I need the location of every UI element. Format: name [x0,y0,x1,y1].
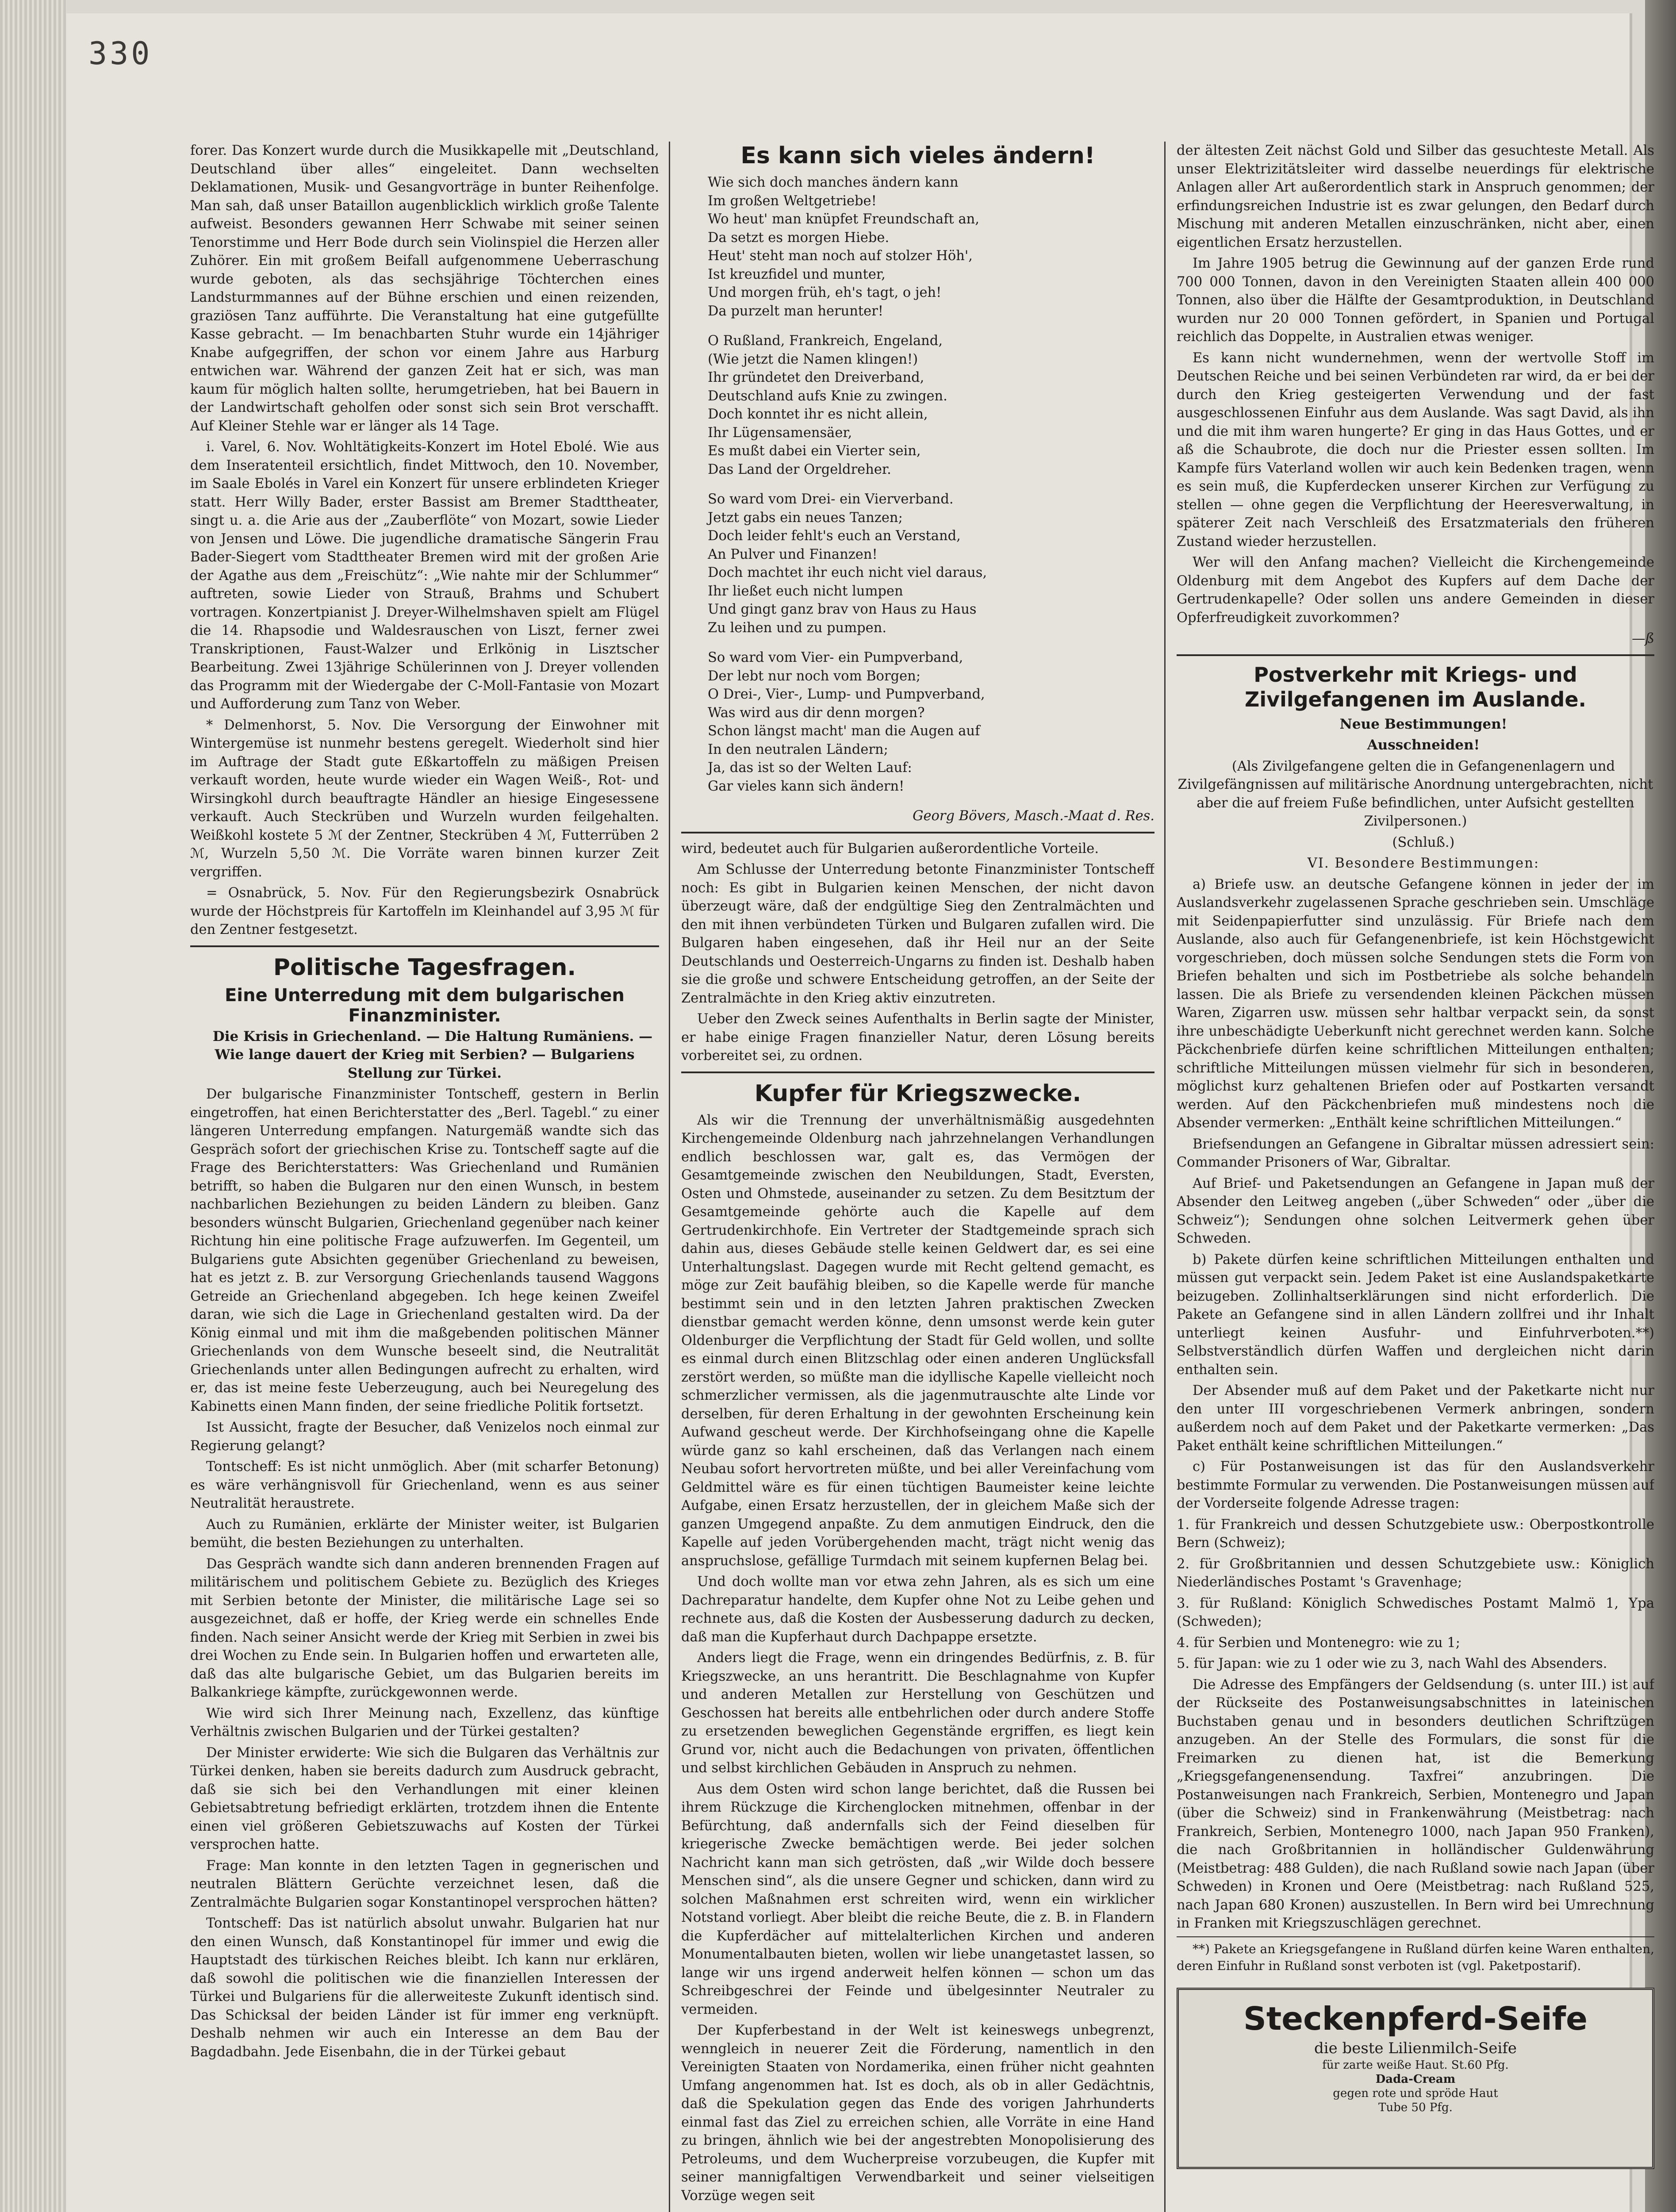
article-paragraph: Die Adresse des Empfängers der Geldsendung (s. unter III.) ist auf der Rückseite des Postanweisungsabschnittes in lateinischen Buchstaben genau und in besonders deutlichen Schriftzügen anzugeben. An der Stelle des Formulars, die sonst für die Freimarken zu dienen hat, ist die Bemerkung „Kriegsgefangenensendung. Taxfrei“ anzubringen. Die Postanweisungen nach Frankreich, Serbien, Montenegro und Japan (über die Schweiz) sind in Frankenwährung (Meistbetrag: nach Frankreich, Serbien, Montenegro 1000, nach Japan 950 Franken), die nach Großbritannien in holländischer Guldenwährung (Meistbetrag: 488 Gulden), die nach Rußland sowie nach Japan (über Schweden) in Kronen und Oere (Meistbetrag: nach Rußland 525, nach Japan 680 Kronen) auszustellen. In Bern wird bei Umrechnung in Franken mit Kriegszuschlägen gerechnet. [1177,1677,1654,1931]
article-paragraph: Ueber den Zweck seines Aufenthalts in Berlin sagte der Minister, er habe einige Fragen finanzieller Natur, deren Lösung bereits vorbereitet sei, zu ordnen. [681,1011,1154,1064]
article-paragraph: a) Briefe usw. an deutsche Gefangene können in jeder der im Auslandsverkehr zugelassenen Sprache geschrieben sein. Umschläge mit Seidenpapierfutter sind unzulässig. Für Briefe nach dem Auslande, also auch für Gefangenenbriefe, ist kein Höchstgewicht vorgeschrieben, doch müssen solche Sendungen stets die Form von Briefen behalten und sich im Postbetriebe als solche behandeln lassen. Die als Briefe zu versendenden kleinen Päckchen müssen Waren, Zigarren usw. müssen sehr haltbar verpackt sein, da sonst ihre unbeschädigte Ueberkunft nicht gerechnet werden kann. Solche Päckchenbriefe dürfen keine schriftlichen Mitteilungen enthalten; schriftliche Mitteilungen müssen vielmehr für sich in besonderen, möglichst kurz gehaltenen Briefen oder auf Postkarten versandt werden. Auf den Päckchenbriefen muß mindestens noch die Absender vermerken: „Enthält keine schriftlichen Mitteilungen.“ [1177,876,1654,1131]
article-paragraph: Tontscheff: Das ist natürlich absolut unwahr. Bulgarien hat nur den einen Wunsch, daß Konstantinopel für immer und ewig die Hauptstadt des türkischen Reiches bleibt. Ich kann nur erklären, daß sowohl die politischen wie die finanziellen Interessen der Türkei und Bulgariens für die allerweiteste Zukunft identisch sind. Das Schicksal der beiden Länder ist für immer eng verknüpft. Deshalb nehmen wir auch ein Interesse an dem Bau der Bagdadbahn. Jede Eisenbahn, die in der Türkei gebaut [190,1916,659,2060]
poem-line: Wo heut' man knüpfet Freundschaft an, [708,211,979,227]
article-paragraph: Am Schlusse der Unterredung betonte Finanzminister Tontscheff noch: Es gibt in Bulgarien keinen Menschen, der nicht davon überzeugt wäre, daß der endgültige Sieg den Zentralmächten und den mit ihnen verbündeten Türken und Bulgaren zufallen wird. Die Bulgaren haben eingesehen, daß ihr Heil nur an der Seite Deutschlands und Oesterreich-Ungarns zu finden ist. Deshalb haben sie die große und schwere Entscheidung getroffen, an der Seite der Zentralmächte in den Krieg aktiv einzutreten. [681,862,1154,1006]
divider [190,945,659,947]
poem-line: Heut' steht man noch auf stolzer Höh', [708,248,973,264]
poem-line: O Rußland, Frankreich, Engeland, [708,333,943,349]
article-paragraph: Das Gespräch wandte sich dann anderen brennenden Fragen auf militärischem und politischem Gebiete zu. Bezüglich des Krieges mit Serbien betonte der Minister, die militärische Lage sei so ausgezeichnet, daß er hoffe, der Krieg werde ein schnelles Ende finden. Nach seiner Ansicht werde der Krieg mit Serbien in zwei bis drei Wochen zu Ende sein. In Bulgarien hoffen und erwarteten alle, daß das alte bulgarische Gebiet, um das Bulgarien bereits im Balkankriege kämpfte, zurückgewonnen werde. [190,1556,659,1700]
article-paragraph: Wie wird sich Ihrer Meinung nach, Exzellenz, das künftige Verhältnis zwischen Bulgarien und der Türkei gestalten? [190,1705,659,1740]
poem-line: Der lebt nur noch vom Borgen; [708,668,921,684]
article-paragraph: = Osnabrück, 5. Nov. Für den Regierungsbezirk Osnabrück wurde der Höchstpreis für Kartoffeln im Kleinhandel auf 3,95 ℳ für den Zentner festgesetzt. [190,885,659,937]
list-item: 5. für Japan: wie zu 1 oder wie zu 3, nach Wahl des Absenders. [1177,1656,1607,1671]
poem-line: Da setzt es morgen Hiebe. [708,230,890,246]
article-paragraph: Auf Brief- und Paketsendungen an Gefangene in Japan muß der Absender den Leitweg angeben („über Schweden“ oder „über die Schweiz“); Sendungen ohne solchen Leitvermerk gehen über Schweden. [1177,1175,1654,1246]
article-paragraph: Frage: Man konnte in den letzten Tagen in gegnerischen und neutralen Blättern Gerüchte verzeichnet lesen, daß die Zentralmächte Bulgarien sogar Konstantinopel versprochen hätten? [190,1858,659,1910]
poem-line: Gar vieles kann sich ändern! [708,778,905,794]
poem-line: Da purzelt man herunter! [708,303,884,319]
poem-line: Schon längst macht' man die Augen auf [708,723,980,739]
poem-stanza [708,649,1154,795]
ad-tagline: die beste Lilienmilch-Seife [1314,2039,1517,2057]
poem-line: O Drei-, Vier-, Lump- und Pumpverband, [708,687,985,702]
list-item: 4. für Serbien und Montenegro: wie zu 1; [1177,1635,1461,1651]
poem-line: Und gingt ganz brav von Haus zu Haus [708,602,977,617]
article-paragraph: Als wir die Trennung der unverhältnismäßig ausgedehnten Kirchengemeinde Oldenburg nach jahrzehnelangen Verhandlungen endlich beschlossen war, galt es, das Vermögen der Gesamtgemeinde zwischen den Neubildungen, Stadt, Eversten, Osten und Ohmstede, auseinander zu setzen. Zu dem Besitztum der Gesamtgemeinde gehörte auch die Kapelle auf dem Gertrudenkirchhofe. Ein Vertreter der Stadtgemeinde sprach sich dahin aus, dieses Gebäude stelle keinen Geldwert dar, es sei eine Unterhaltungslast. Dagegen wurde mit Recht geltend gemacht, es möge zur Zeit baufähig bleiben, so die Kapelle werde für manche bestimmt sein und in den letzten Jahren praktischen Zwecken dienstbar gemacht werden könne, denn umsonst werde kein guter Oldenburger die Verpflichtung der Stadt für Geld wollen, und sollte es einmal durch einen Blitzschlag oder einen anderen Unglücksfall zerstört werden, so müßte man die idyllische Kapelle vielleicht noch schmerzlicher vermissen, als die jagenmutrauschte alte Linde vor derselben, für deren Erhaltung in der gewohnten Erscheinung kein Aufwand gescheut werde. Der Kirchhofseingang ohne die Kapelle würde ganz so kahl erscheinen, daß das Verlangen nach einem Neubau sofort hervortreten müßte, und bei aller Vereinfachung vom Geldmittel wäre es für einen tüchtigen Baumeister keine leichte Aufgabe, einen Ersatz herzustellen, der in gleichem Maße sich der ganzen Umgegend anpaßte. Zu dem anmutigen Eindruck, den die Kapelle auf jeden Vorübergehenden macht, trägt nicht wenig das anspruchslose, gefällige Turmdach mit seinem kupfernen Belag bei. [681,1112,1154,1569]
poem-line: Und morgen früh, eh's tagt, o jeh! [708,285,942,300]
article-paragraph: Der Absender muß auf dem Paket und der Paketkarte nicht nur den unter III vorgeschriebenen Vermerk anbringen, sondern außerdem noch auf dem Paket und der Paketkarte vermerken: „Das Paket enthält keine schriftlichen Mitteilungen.“ [1177,1383,1654,1454]
poem-title: Es kann sich vieles ändern! [740,142,1095,169]
poem-line: Im großen Weltgetriebe! [708,193,877,209]
article-paragraph: b) Pakete dürfen keine schriftlichen Mitteilungen enthalten und müssen gut verpackt sein. Jedem Paket ist eine Auslandspaketkarte beizugeben. Zollinhaltserklärungen sind nicht erforderlich. Die Pakete an Gefangene sind in allen Ländern zollfrei und ihr Inhalt unterliegt keinen Ausfuhr- und Einfuhrverboten.**) Selbstverständlich dürfen Waffen und dergleichen nicht darin enthalten sein. [1177,1252,1654,1378]
article-title: Kupfer für Kriegszwecke. [754,1080,1082,1107]
article-paragraph: Briefsendungen an Gefangene in Gibraltar müssen adressiert sein: Commander Prisoners of War, Gibraltar. [1177,1136,1654,1170]
article-intro: (Als Zivilgefangene gelten die in Gefangenenlagern und Zivilgefängnissen auf militärische Anordnung untergebrachten, nicht aber die auf freiem Fuße befindlichen, unter Aufsicht gestellten Zivilpersonen.) [1177,758,1653,829]
poem-line: Ihr Lügensamensäer, [708,425,852,441]
poem-line: In den neutralen Ländern; [708,741,888,757]
list-item: 3. für Rußland: Königlich Schwedisches Postamt Malmö 1, Ypa (Schweden); [1177,1595,1654,1629]
poem-line: Ja, das ist so der Welten Lauf: [708,760,912,776]
divider [681,1071,1154,1073]
poem-signature: Georg Bövers, Masch.-Maat d. Res. [913,808,1154,824]
section-heading: Politische Tagesfragen. [273,954,576,981]
ad-text: Dada-Cream [1375,2072,1456,2086]
divider [1177,654,1654,656]
article-kicker: Ausschneiden! [1367,737,1480,753]
poem-line: Deutschland aufs Knie zu zwingen. [708,388,947,404]
poem-line: Doch machtet ihr euch nicht viel daraus, [708,565,987,580]
article-kicker: Neue Bestimmungen! [1339,716,1507,732]
ad-text: Tube 50 Pfg. [1378,2101,1453,2114]
article-paragraph: Der bulgarische Finanzminister Tontscheff, gestern in Berlin eingetroffen, hat einen Berichterstatter des „Berl. Tagebl.“ zu einer längeren Unterredung empfangen. Naturgemäß wandte sich das Gespräch sofort der griechischen Krise zu. Tontscheff sagte auf die Frage des Berichterstatters: Was Griechenland und Rumänien betrifft, so haben die Bulgaren nur den einen Wunsch, in bestem nachbarlichen Beziehungen zu beiden Ländern zu bleiben. Ganz besonders wünscht Bulgarien, Griechenland gegenüber nach keiner Richtung hin eine politische Frage aufzuwerfen. Im Gegenteil, um Bulgariens gute Absichten gegenüber Griechenland zu beweisen, hat es jetzt z. B. zur Versorgung Griechenlands tausend Waggons Getreide an Griechenland abgegeben. Ich hege keinen Zweifel daran, wie sich die Lage in Griechenland gestalten wird. Da der König einmal und mit ihm die maßgebenden politischen Männer Griechenlands von dem Wunsche beseelt sind, die Neutralität Griechenlands unter allen Bedingungen aufrecht zu erhalten, wird er, das ist meine feste Ueberzeugung, auch bei Neuregelung des Kabinetts einen Mann finden, der seine friedliche Politik fortsetzt. [190,1087,659,1414]
poem-line: Zu leihen und zu pumpen. [708,620,887,636]
article-paragraph: c) Für Postanweisungen ist das für den Auslandsverkehr bestimmte Formular zu verwenden. Die Postanweisungen müssen auf der Vorderseite folgende Adresse tragen: [1177,1459,1654,1511]
article-title: Eine Unterredung mit dem bulgarischen Finanzminister. [225,985,625,1026]
advertisement [1177,1988,1654,2169]
poem-line: Ihr gründetet den Dreiverband, [708,370,924,385]
column-left [190,142,659,2212]
poem-line: An Pulver und Finanzen! [708,546,878,562]
continued-note: (Schluß.) [1392,834,1455,850]
poem-stanza [708,332,1154,479]
article-title: Postverkehr mit Kriegs- und Zivilgefangenen im Auslande. [1244,662,1586,711]
article-paragraph: Ist Aussicht, fragte der Besucher, daß Venizelos noch einmal zur Regierung gelangt? [190,1420,659,1454]
poem [681,173,1154,795]
ad-text: gegen rote und spröde Haut [1333,2086,1498,2100]
column-rule [669,142,670,2212]
article-paragraph: Der Minister erwiderte: Wie sich die Bulgaren das Verhältnis zur Türkei denken, haben sie bereits dadurch zum Ausdruck gebracht, daß sie sich bei den Verhandlungen mit einer kleinen Gebietsabtretung befriedigt erklärten, trotzdem ihnen die Entente einen viel größeren Gebietszuwachs auf Kosten der Türkei versprochen hatte. [190,1745,659,1852]
article-paragraph: Aus dem Osten wird schon lange berichtet, daß die Russen bei ihrem Rückzuge die Kirchenglocken mitnehmen, offenbar in der Befürchtung, daß andernfalls sich der Feind dieselben für kriegerische Zwecke bemächtigen werde. Bei jeder solchen Nachricht kann man sich getrösten, daß „wir Wilde doch bessere Menschen sind“, als die unsere Gegner und schicken, dann wird zu solchen Maßnahmen erst schreiten wird, wenn ein wirklicher Notstand vorliegt. Aber bleibt die reiche Beute, die z. B. in Flandern die Kupferdächer auf mittelalterlichen Kirchen und anderen Monumentalbauten bieten, wollen wir liebe unangetastet lassen, so lange wir uns irgend anderweit helfen können — schon um das Schreibgeschrei der Feinde und übelgesinnter Neutraler zu vermeiden. [681,1781,1154,2017]
poem-line: Wie sich doch manches ändern kann [708,175,959,190]
poem-line: Es mußt dabei ein Vierter sein, [708,443,921,459]
divider [681,832,1154,833]
poem-line: (Wie jetzt die Namen klingen!) [708,351,918,367]
section-title: VI. Besondere Bestimmungen: [1307,856,1540,871]
article-paragraph: Im Jahre 1905 betrug die Gewinnung auf der ganzen Erde rund 700 000 Tonnen, davon in den Vereinigten Staaten allein 400 000 Tonnen, also über die Hälfte der Gesamtproduktion, in Deutschland wurden nur 20 000 Tonnen gefördert, in Spanien und Portugal reichlich das Doppelte, in Australien etwas weniger. [1177,256,1654,345]
article-paragraph: Und doch wollte man vor etwa zehn Jahren, als es sich um eine Dachreparatur handelte, dem Kupfer ohne Not zu Leibe gehen und rechnete aus, daß die Kosten der Ausbesserung dadurch zu decken, daß man die Kupferhaut durch Dachpappe ersetzte. [681,1574,1154,1645]
poem-stanza [708,490,1154,637]
poem-line: Ihr ließet euch nicht lumpen [708,583,903,599]
poem-line: So ward vom Drei- ein Vierverband. [708,492,954,507]
article-signature: —ß [1632,631,1654,646]
poem-line: Doch konntet ihr es nicht allein, [708,407,928,422]
list-item: 1. für Frankreich und dessen Schutzgebiete usw.: Oberpostkontrolle Bern (Schweiz); [1177,1517,1654,1551]
page-number: 330 [88,35,153,72]
column-right [1177,142,1654,2212]
article-paragraph: Der Kupferbestand in der Welt ist keineswegs unbegrenzt, wenngleich in neuerer Zeit die Förderung, namentlich in den Vereinigten Staaten von Nordamerika, einen früher nicht geahnten Umfang angenommen hat. Ist es doch, als ob in aller Gedächtnis, daß die Spekulation gegen das Ende des vorigen Jahrhunderts einmal fast das Ziel zu erreichen schien, alle Vorräte in eine Hand zu bringen, ähnlich wie bei der angestrebten Monopolisierung des Petroleums, und dem Wucherpreise vorzubeugen, die Kupfer mit seiner mannigfaltigen Verwendbarkeit und seiner vielseitigen Vorzüge wegen seit [681,2023,1154,2204]
article-paragraph: * Delmenhorst, 5. Nov. Die Versorgung der Einwohner mit Wintergemüse ist nunmehr bestens geregelt. Wiederholt sind hier im Auftrage der Stadt gute Eßkartoffeln zu mäßigen Preisen verkauft worden, heute wurde wieder ein Wagen Weiß-, Rot- und Wirsingkohl durch beauftragte Händler an hiesige Eingesessene verkauft. Auch Steckrüben und Wurzeln wurden feilgehalten. Weißkohl kostete 5 ℳ der Zentner, Steckrüben 4 ℳ, Futterrüben 2 ℳ, Wurzeln 5,50 ℳ. Die Vorräte waren binnen kurzer Zeit vergriffen. [190,717,659,880]
article-kicker: Die Krisis in Griechenland. — Die Haltung Rumäniens. — Wie lange dauert der Krieg mit Serbien? — Bulgariens Stellung zur Türkei. [212,1028,653,1081]
poem-line: Doch leider fehlt's euch an Verstand, [708,528,961,544]
ad-text: für zarte weiße Haut. St.60 Pfg. [1322,2058,1509,2072]
poem-line: Ist kreuzfidel und munter, [708,266,886,282]
page-edge-left [0,0,66,2212]
article-paragraph: Es kann nicht wundernehmen, wenn der wertvolle Stoff im Deutschen Reiche und bei seinen Verbündeten rar wird, da er bei der durch den Krieg gesteigerten Verwendung und der fast ausgeschlossenen Einfuhr aus dem Auslande. Was sagt David, als ihn und die mit ihm waren hungerte? Er ging in das Haus Gottes, und er aß die Schaubrote, die doch nur die Priester essen sollten. Im Kampfe fürs Vaterland wollen wir auch kein Bedenken tragen, wenn es sein muß, die Kupferdecken unserer Kirchen zur Verfügung zu stellen — ohne gegen die Verpflichtung der Heeresverwaltung, in späterer Zeit nach Verschleiß des Ersatzmaterials den früheren Zustand wieder herzustellen. [1177,350,1654,549]
article-paragraph: wird, bedeutet auch für Bulgarien außerordentliche Vorteile. [681,841,1099,856]
poem-line: Was wird aus dir denn morgen? [708,705,925,721]
poem-line: Das Land der Orgeldreher. [708,461,891,477]
column-rule [1164,142,1166,2212]
article-paragraph: Anders liegt die Frage, wenn ein dringendes Bedürfnis, z. B. für Kriegszwecke, an uns herantritt. Die Beschlagnahme von Kupfer und anderen Metallen zur Herstellung von Geschützen und Geschossen hat bereits alle entbehrlichen oder durch andere Stoffe zu ersetzenden beweglichen Gegenstände ergriffen, es liegt kein Grund vor, nicht auch die Bedachungen von privaten, öffentlichen und selbst kirchlichen Gebäuden in Anspruch zu nehmen. [681,1650,1154,1776]
footnote: **) Pakete an Kriegsgefangene in Rußland dürfen keine Waren enthalten, deren Einfuhr in Rußland sonst verboten ist (vgl. Paketpostarif). [1177,1941,1654,1973]
poem-line: Jetzt gabs ein neues Tanzen; [708,510,903,526]
article-paragraph: Auch zu Rumänien, erklärte der Minister weiter, ist Bulgarien bemüht, die besten Beziehungen zu unterhalten. [190,1517,659,1551]
poem-line: So ward vom Vier- ein Pumpverband, [708,650,963,665]
article-paragraph: Wer will den Anfang machen? Vielleicht die Kirchengemeinde Oldenburg mit dem Angebot des Kupfers auf dem Dache der Gertrudenkapelle? Oder sollen uns andere Gemeinden in dieser Opferfreudigkeit zuvorkommen? [1177,555,1654,626]
article-paragraph: der ältesten Zeit nächst Gold und Silber das gesuchteste Metall. Als unser Elektrizitätsleiter wird dasselbe neuerdings für elektrische Anlagen aller Art außerordentlich stark in Anspruch genommen; der erfindungsreichen Industrie ist es zwar gelungen, den Bedarf durch Mischung mit anderen Metallen einzuschränken, nicht aber, einen eigentlichen Ersatz herzustellen. [1177,143,1654,250]
article-paragraph: i. Varel, 6. Nov. Wohltätigkeits-Konzert im Hotel Ebolé. Wie aus dem Inseratenteil ersichtlich, findet Mittwoch, den 10. November, im Saale Ebolés in Varel ein Konzert für unsere erblindeten Krieger statt. Herr Willy Bader, erster Bassist am Bremer Stadttheater, singt u. a. die Arie aus der „Zauberflöte“ von Mozart, sowie Lieder von Jensen und Löwe. Die jugendliche dramatische Sängerin Frau Bader-Siegert vom Stadttheater Bremen wird mit der großen Arie der Agathe aus dem „Freischütz“: „Wie nahte mir der Schlummer“ auftreten, sowie Lieder von Strauß, Brahms und Schubert vortragen. Konzertpianist J. Dreyer-Wilhelmshaven spielt am Flügel die 14. Rhapsodie und Waldesrauschen von Liszt, ferner zwei Transkriptionen, Faust-Walzer und Erlkönig in Lisztscher Bearbeitung. Zwei 13jährige Schülerinnen von J. Dreyer vollenden das Programm mit der Wiedergabe der C-Moll-Fantasie von Mozart und Aufforderung zum Tanz von Weber. [190,439,659,712]
poem-stanza [708,173,1154,320]
article-paragraph: Tontscheff: Es ist nicht unmöglich. Aber (mit scharfer Betonung) es wäre verhängnisvoll für Griechenland, wenn es aus seiner Neutralität heraustrete. [190,1459,659,1511]
column-middle [681,142,1154,2212]
ad-brand: Steckenpferd-Seife [1243,2000,1588,2037]
list-item: 2. für Großbritannien und dessen Schutzgebiete usw.: Königlich Niederländisches Postamt 's Gravenhage; [1177,1556,1654,1590]
divider [1177,1936,1654,1937]
article-paragraph: forer. Das Konzert wurde durch die Musikkapelle mit „Deutschland, Deutschland über alles“ eingeleitet. Dann wechselten Deklamationen, Musik- und Gesangvorträge in bunter Reihenfolge. Man sah, daß unser Bataillon augenblicklich wirklich große Talente aufweist. Besonders gewannen Herr Schwabe mit seiner seinen Tenorstimme und Herr Bode durch sein Violinspiel die Herzen aller Zuhörer. Ein mit großem Beifall aufgenommene Ueberraschung wurde geboten, als das sechsjährige Töchterchen eines Landsturmmannes auf der Bühne erschien und einen reizenden, graziösen Tanz aufführte. Die Veranstaltung hat eine gutgefüllte Kasse gebracht. — Im benachbarten Stuhr wurde ein 14jähriger Knabe aufgegriffen, der schon vor einem Jahre aus Harburg entwichen war. Während der ganzen Zeit hat er sich, was man kaum für möglich halten sollte, herumgetrieben, hat bei Bauern in der Landwirtschaft geholfen oder sonst sich sein Brot verschafft. Auf Kleiner Stehle war er länger als 14 Tage. [190,143,659,434]
